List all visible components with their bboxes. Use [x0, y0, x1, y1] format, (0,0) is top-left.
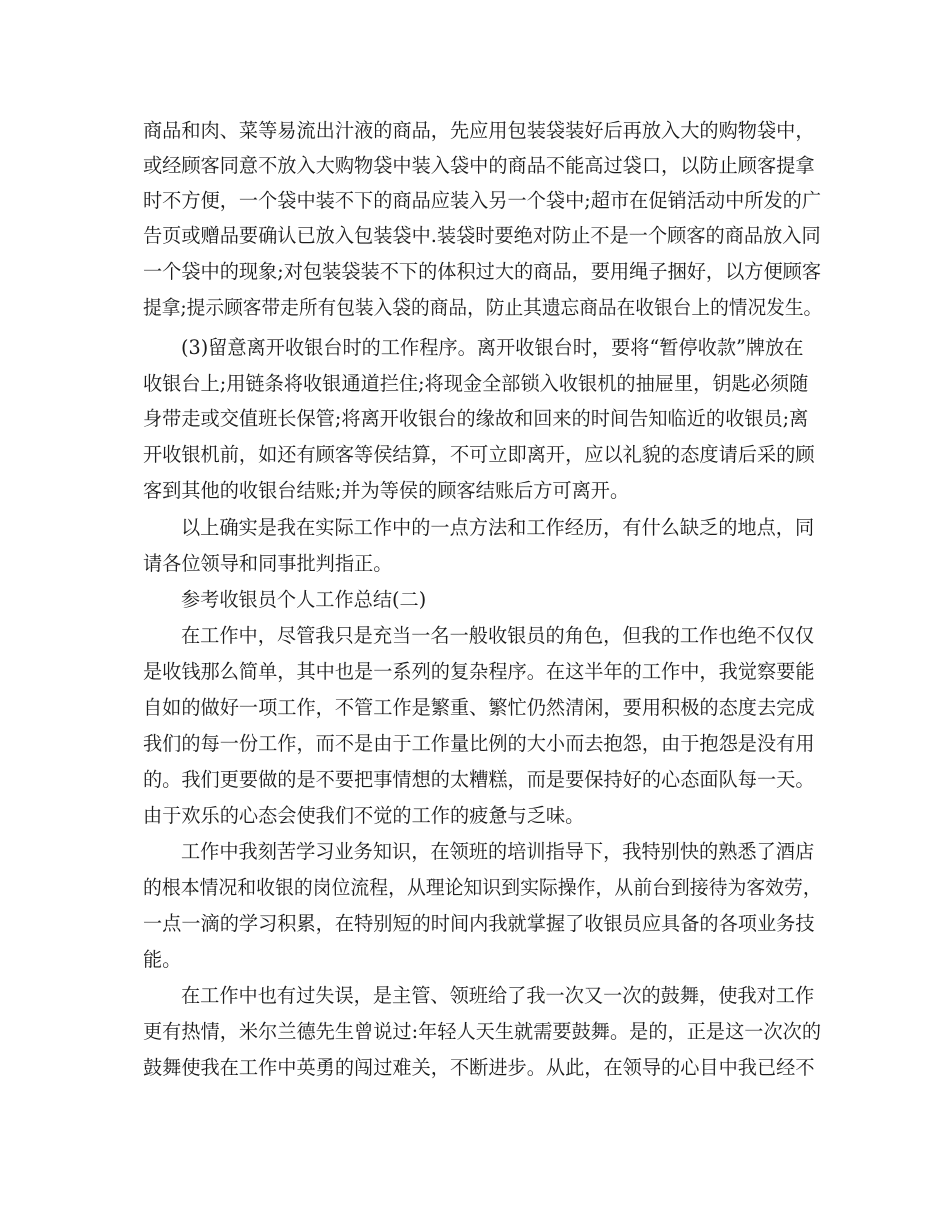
text-line: 一点一滴的学习积累，在特别短的时间内我就掌握了收银员应具备的各项业务技	[143, 912, 815, 935]
text-line: 更有热情，米尔兰德先生曾说过:年轻人天生就需要鼓舞。是的，正是这一次次的	[143, 1020, 822, 1043]
text-line: 鼓舞使我在工作中英勇的闯过难关，不断进步。从此，在领导的心目中我已经不	[143, 1056, 815, 1079]
text-line: 商品和肉、菜等易流出汁液的商品，先应用包装袋装好后再放入大的购物袋中，	[143, 119, 815, 142]
text-line: 告页或赠品要确认已放入包装袋中.装袋时要绝对防止不是一个顾客的商品放入同	[143, 224, 821, 247]
text-line: 或经顾客同意不放入大购物袋中装入袋中的商品不能高过袋口，以防止顾客提拿	[143, 154, 815, 177]
paragraph-start: 在工作中也有过失误，是主管、领班给了我一次又一次的鼓舞，使我对工作	[181, 984, 815, 1007]
text-line: 身带走或交值班长保管;将离开收银台的缘故和回来的时间告知临近的收银员;离	[143, 407, 809, 430]
text-line: 时不方便，一个袋中装不下的商品应装入另一个袋中;超市在促销活动中所发的广	[143, 189, 822, 212]
text-line: 收银台上;用链条将收银通道拦住;将现金全部锁入收银机的抽屉里，钥匙必须随	[143, 372, 809, 395]
paragraph-start: 以上确实是我在实际工作中的一点方法和工作经历，有什么缺乏的地点，同	[181, 516, 815, 539]
text-line: 开收银机前，如还有顾客等侯结算，不可立即离开，应以礼貌的态度请后采的顾	[143, 443, 815, 466]
paragraph-start: 在工作中，尽管我只是充当一名一般收银员的角色，但我的工作也绝不仅仅	[181, 624, 815, 647]
text-line: 的根本情况和收银的岗位流程，从理论知识到实际操作，从前台到接待为客效劳，	[143, 876, 822, 899]
text-line: 由于欢乐的心态会使我们不觉的工作的疲惫与乏味。	[143, 804, 585, 827]
text-line: 请各位领导和同事批判指正。	[143, 552, 393, 575]
text-line: 的。我们更要做的是不要把事情想的太糟糕，而是要保持好的心态面队每一天。	[143, 768, 815, 791]
text-line: 我们的每一份工作，而不是由于工作量比例的大小而去抱怨，由于抱怨是没有用	[143, 732, 815, 755]
paragraph-start: (3)留意离开收银台时的工作程序。离开收银台时，要将“暂停收款”牌放在	[181, 336, 804, 359]
paragraph-start: 工作中我刻苦学习业务知识，在领班的培训指导下，我特别快的熟悉了酒店	[181, 840, 815, 863]
text-line: 提拿;提示顾客带走所有包装入袋的商品，防止其遗忘商品在收银台上的情况发生。	[143, 296, 823, 319]
section-heading: 参考收银员个人工作总结(二)	[181, 588, 427, 611]
text-line: 自如的做好一项工作，不管工作是繁重、繁忙仍然清闲，要用积极的态度去完成	[143, 696, 815, 719]
text-line: 能。	[143, 948, 182, 971]
text-line: 客到其他的收银台结账;并为等侯的顾客结账后方可离开。	[143, 479, 630, 502]
text-line: 是收钱那么简单，其中也是一系列的复杂程序。在这半年的工作中，我觉察要能	[143, 660, 815, 683]
text-line: 一个袋中的现象;对包装袋装不下的体积过大的商品，要用绳子捆好，以方便顾客	[143, 260, 822, 283]
